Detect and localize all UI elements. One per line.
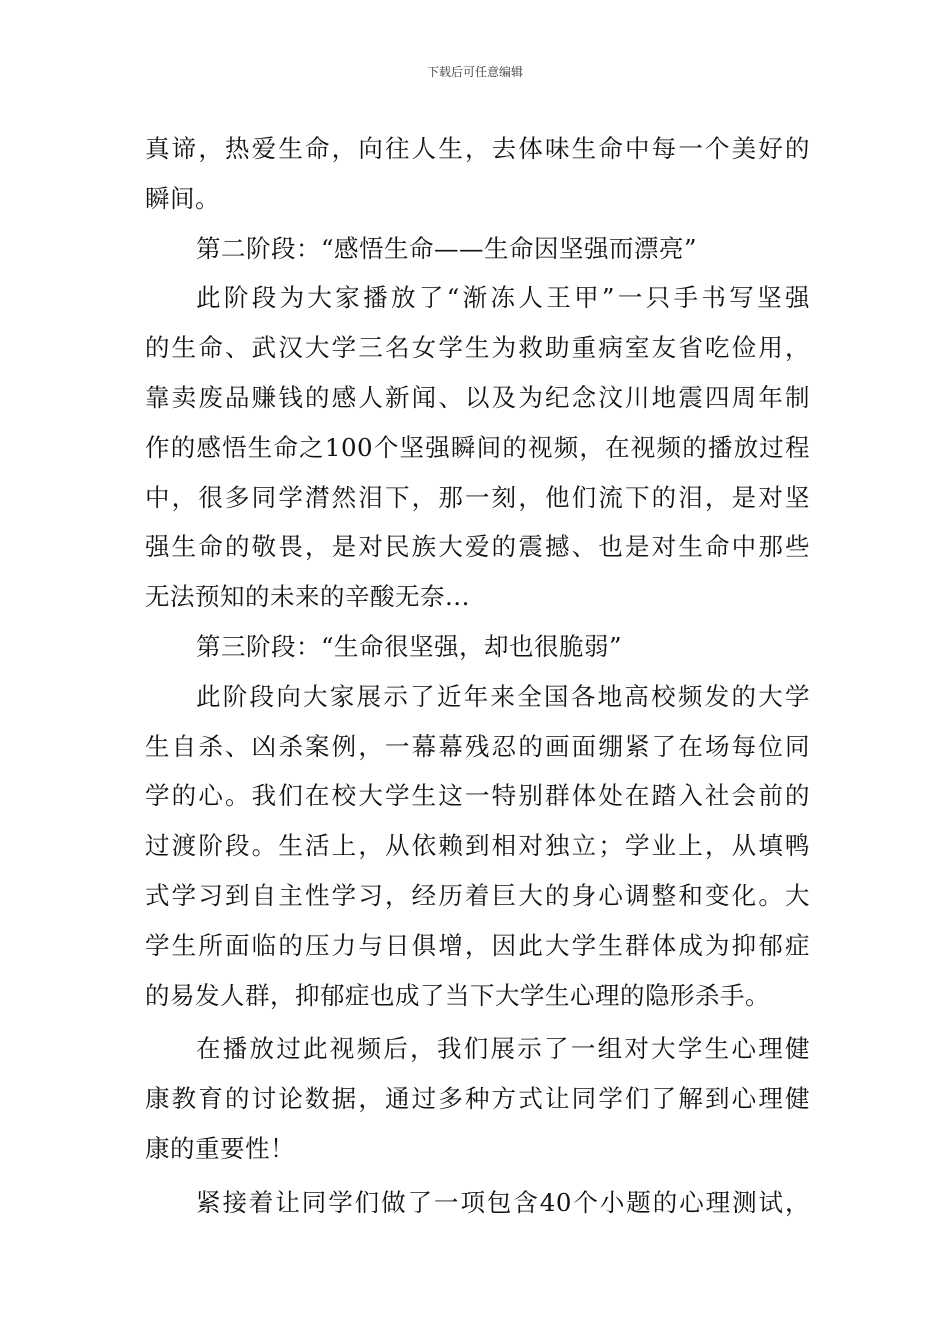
text-line: 无法预知的未来的辛酸无奈...	[145, 582, 470, 612]
text-line: 靠卖废品赚钱的感人新闻、以及为纪念汶川地震四周年制	[145, 382, 810, 412]
text-line: 过渡阶段。生活上，从依赖到相对独立；学业上，从填鸭	[145, 831, 810, 861]
document-body	[145, 124, 810, 1228]
text-line: 学的心。我们在校大学生这一特别群体处在踏入社会前的	[145, 781, 810, 811]
text-line: 生自杀、凶杀案例，一幕幕残忍的画面绷紧了在场每位同	[145, 731, 810, 761]
text-line: 真谛，热爱生命，向往人生，去体味生命中每一个美好的	[145, 134, 810, 163]
text-line: 此阶段为大家播放了“渐冻人王甲”一只手书写坚强	[196, 283, 810, 313]
text-line: 强生命的敬畏，是对民族大爱的震撼、也是对生命中那些	[145, 532, 810, 562]
text-line: 康教育的讨论数据，通过多种方式让同学们了解到心理健	[145, 1084, 810, 1114]
section-heading	[145, 622, 810, 672]
paragraph	[145, 124, 810, 224]
text-line: 的易发人群，抑郁症也成了当下大学生心理的隐形杀手。	[145, 980, 770, 1010]
paragraph	[145, 1178, 810, 1228]
paragraph	[145, 672, 810, 1021]
text-line: 的生命、武汉大学三名女学生为救助重病室友省吃俭用，	[145, 333, 810, 363]
text-line: 第二阶段：“感悟生命——生命因坚强而漂亮”	[196, 233, 698, 263]
paragraph	[145, 273, 810, 622]
text-line: 中，很多同学潸然泪下，那一刻，他们流下的泪，是对坚	[145, 482, 810, 512]
text-line: 作的感悟生命之100个坚强瞬间的视频，在视频的播放过程	[145, 432, 810, 462]
text-line: 紧接着让同学们做了一项包含40个小题的心理测试，	[196, 1187, 810, 1217]
text-line: 此阶段向大家展示了近年来全国各地高校频发的大学	[196, 681, 810, 711]
section-heading	[145, 224, 810, 274]
page-header: 下载后可任意编辑	[426, 65, 523, 79]
text-line: 第三阶段：“生命很坚强，却也很脆弱”	[196, 631, 623, 661]
text-line: 康的重要性！	[145, 1133, 295, 1163]
text-line: 学生所面临的压力与日俱增，因此大学生群体成为抑郁症	[145, 930, 810, 960]
text-line: 式学习到自主性学习，经历着巨大的身心调整和变化。大	[145, 880, 810, 910]
paragraph	[145, 1024, 810, 1173]
text-line: 在播放过此视频后，我们展示了一组对大学生心理健	[196, 1034, 810, 1064]
text-line: 瞬间。	[145, 183, 220, 213]
